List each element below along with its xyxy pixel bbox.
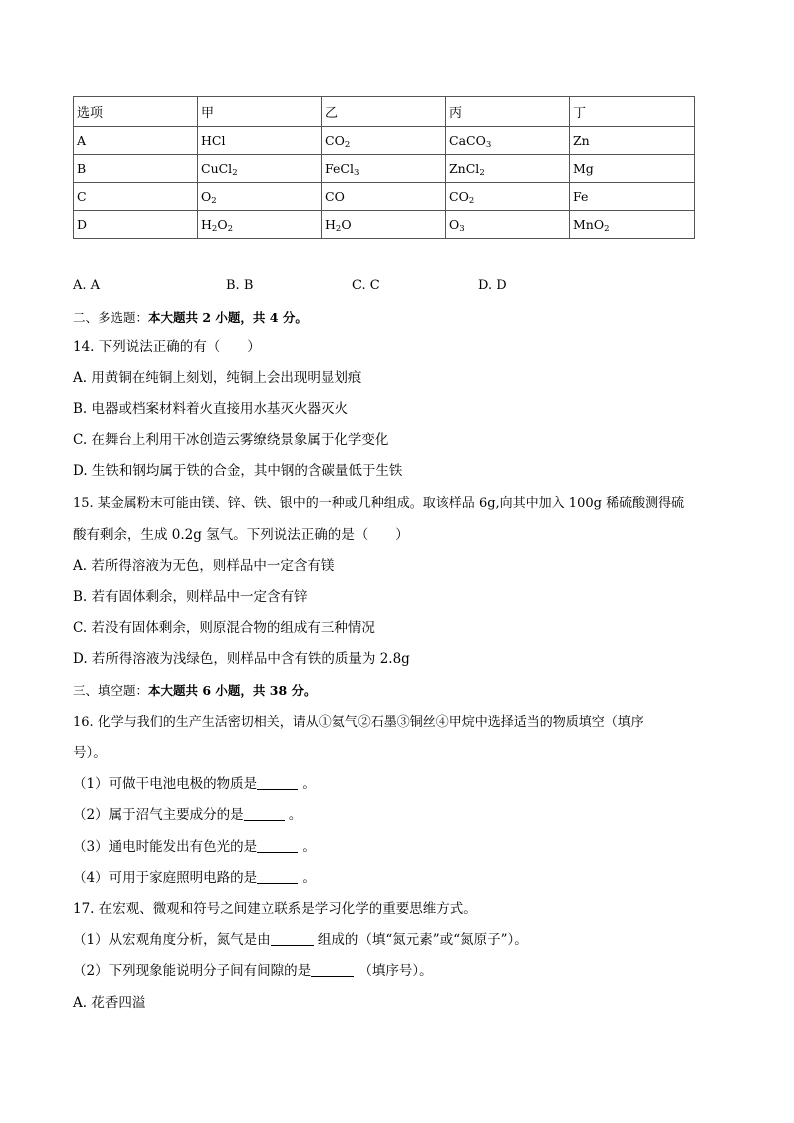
formula-cell: Zn <box>570 127 695 155</box>
formula-cell: ZnCl$_2$ <box>446 155 570 183</box>
formula-cell: Mg <box>570 155 695 183</box>
section-heading-multiple-choice: 二、多选题：本大题共 2 小题，共 4 分。 <box>73 310 308 325</box>
formula-cell: $H_2O$ <box>322 211 446 239</box>
table-header-cell: 选项 <box>74 97 198 127</box>
table-header-row <box>74 97 695 127</box>
table-row <box>74 127 695 155</box>
question-14-option: B. 电器或档案材料着火直接用水基灭火器灭火 <box>73 401 349 417</box>
question-15-option: D. 若所得溶液为浅绿色，则样品中含有铁的质量为 2.8g <box>73 651 410 667</box>
question-15-option: A. 若所得溶液为无色，则样品中一定含有镁 <box>73 558 335 574</box>
formula-cell: MnO$_2$ <box>570 211 695 239</box>
question-16-item: （4）可用于家庭照明电路的是 。 <box>73 870 316 886</box>
answer-blank[interactable] <box>257 869 298 884</box>
row-label: D <box>74 211 198 239</box>
answer-blank[interactable] <box>271 931 314 946</box>
table-row <box>74 211 695 239</box>
question-16-stem: 号）。 <box>73 745 107 761</box>
table-header-cell: 乙 <box>322 97 446 127</box>
question-14-option: C. 在舞台上利用干冰创造云雾缭绕景象属于化学变化 <box>73 432 389 448</box>
table-row <box>74 183 695 211</box>
question-17-item: （2）下列现象能说明分子间有间隙的是 （填序号）。 <box>73 963 433 979</box>
options-table <box>73 96 695 239</box>
question-16-item: （3）通电时能发出有色光的是 。 <box>73 839 316 855</box>
question-16-stem: 16. 化学与我们的生产生活密切相关，请从①氦气②石墨③铜丝④甲烷中选择适当的物质填空（填序 <box>73 715 644 730</box>
formula-cell: $O_3$ <box>446 211 570 239</box>
table-header-cell: 丙 <box>446 97 570 127</box>
question-17-option: A. 花香四溢 <box>73 995 146 1011</box>
table-header-cell: 丁 <box>570 97 695 127</box>
choice-b: B. B <box>226 278 254 293</box>
question-17-stem: 17. 在宏观、微观和符号之间建立联系是学习化学的重要思维方式。 <box>73 901 477 917</box>
formula-cell: $CO_2$ <box>322 127 446 155</box>
choice-d: D. D <box>478 278 507 293</box>
answer-blank[interactable] <box>257 838 298 853</box>
formula-cell: CaCO$_3$ <box>446 127 570 155</box>
question-17-item: （1）从宏观角度分析，氮气是由 组成的（填“氮元素”或“氮原子”）。 <box>73 932 528 948</box>
formula-cell: Fe <box>570 183 695 211</box>
formula-cell: $H_2O_2$ <box>198 211 322 239</box>
formula-cell: $CO_2$ <box>446 183 570 211</box>
question-15-option: C. 若没有固体剩余，则原混合物的组成有三种情况 <box>73 620 375 636</box>
answer-blank[interactable] <box>311 962 354 977</box>
question-16-item: （1）可做干电池电极的物质是 。 <box>73 776 316 792</box>
row-label: B <box>74 155 198 183</box>
question-14-option: A. 用黄铜在纯铜上刻划，纯铜上会出现明显划痕 <box>73 370 362 386</box>
table-row <box>74 155 695 183</box>
question-14-stem: 14. 下列说法正确的有（ ） <box>73 339 261 355</box>
row-label: C <box>74 183 198 211</box>
row-label: A <box>74 127 198 155</box>
section-heading-fill-in: 三、填空题：本大题共 6 小题，共 38 分。 <box>73 683 317 698</box>
question-16-item: （2）属于沼气主要成分的是 。 <box>73 807 303 823</box>
answer-blank[interactable] <box>244 806 285 821</box>
question-15-stem: 酸有剩余，生成 0.2g 氢气。下列说法正确的是（ ） <box>73 527 409 543</box>
formula-cell: $O_2$ <box>198 183 322 211</box>
question-15-option: B. 若有固体剩余，则样品中一定含有锌 <box>73 589 308 605</box>
choice-c: C. C <box>352 278 380 293</box>
question-14-option: D. 生铁和钢均属于铁的合金，其中钢的含碳量低于生铁 <box>73 463 403 479</box>
answer-blank[interactable] <box>257 775 298 790</box>
table-header-cell: 甲 <box>198 97 322 127</box>
formula-cell: FeCl$_3$ <box>322 155 446 183</box>
formula-cell: HCl <box>198 127 322 155</box>
formula-cell: CuCl$_2$ <box>198 155 322 183</box>
formula-cell: CO <box>322 183 446 211</box>
choice-a: A. A <box>73 278 101 293</box>
question-15-stem: 15. 某金属粉末可能由镁、锌、铁、银中的一种或几种组成。取该样品 6g,向其中加入 100g 稀硫酸测得硫 <box>73 496 685 511</box>
